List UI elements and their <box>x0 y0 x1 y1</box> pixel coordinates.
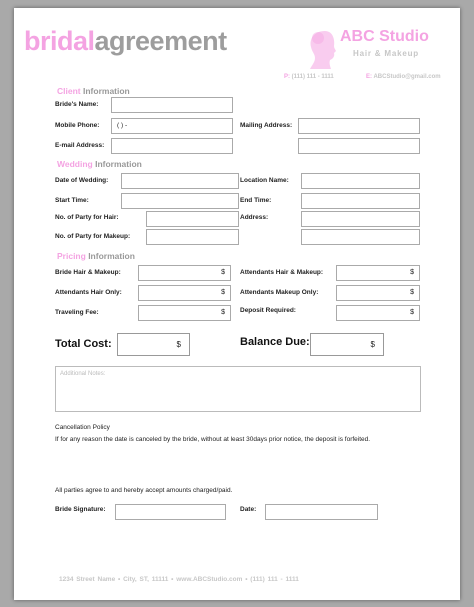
currency-symbol: $ <box>176 340 181 349</box>
currency-symbol: $ <box>410 289 414 296</box>
label-balance-due: Balance Due: <box>240 336 310 348</box>
date-field[interactable] <box>265 504 378 520</box>
mailing-address-field-1[interactable] <box>298 118 420 134</box>
label-start-time: Start Time: <box>55 197 89 204</box>
label-traveling-fee: Traveling Fee: <box>55 309 99 316</box>
bride-hair-makeup-field[interactable] <box>138 265 231 281</box>
date-of-wedding-field[interactable] <box>121 173 239 189</box>
mailing-address-field-2[interactable] <box>298 138 420 154</box>
label-bride-hair-makeup: Bride Hair & Makeup: <box>55 269 121 276</box>
currency-symbol: $ <box>410 309 414 316</box>
title-rest: agreement <box>94 26 227 56</box>
label-location-name: Location Name: <box>240 177 289 184</box>
attendants-makeup-only-field[interactable] <box>336 285 420 301</box>
title-accent: bridal <box>24 26 95 56</box>
section-pricing: Pricing Information <box>57 251 135 261</box>
currency-symbol: $ <box>221 309 225 316</box>
bride-signature-field[interactable] <box>115 504 226 520</box>
label-mailing-address: Mailing Address: <box>240 122 293 129</box>
agreement-page <box>14 8 460 600</box>
address-field-1[interactable] <box>301 211 420 227</box>
label-deposit-required: Deposit Required: <box>240 307 296 314</box>
end-time-field[interactable] <box>301 193 420 209</box>
studio-subtitle: Hair & Makeup <box>353 49 419 58</box>
label-total-cost: Total Cost: <box>55 338 112 350</box>
woman-silhouette-icon <box>303 28 343 72</box>
currency-symbol: $ <box>410 269 414 276</box>
label-brides-name: Bride's Name: <box>55 101 99 108</box>
studio-phone <box>284 74 334 80</box>
additional-notes-label: Additional Notes: <box>60 371 106 377</box>
currency-symbol: $ <box>221 289 225 296</box>
deposit-required-field[interactable] <box>336 305 420 321</box>
mobile-phone-value: ( ) - <box>117 122 128 129</box>
attendants-hair-makeup-field[interactable] <box>336 265 420 281</box>
additional-notes-field[interactable] <box>55 366 421 412</box>
start-time-field[interactable] <box>121 193 239 209</box>
balance-due-field[interactable] <box>310 333 384 356</box>
total-cost-field[interactable] <box>117 333 190 356</box>
label-end-time: End Time: <box>240 197 272 204</box>
brides-name-field[interactable] <box>111 97 233 113</box>
label-bride-signature: Bride Signature: <box>55 506 106 513</box>
label-party-makeup: No. of Party for Makeup: <box>55 233 131 240</box>
label-party-hair: No. of Party for Hair: <box>55 214 119 221</box>
label-email-address: E-mail Address: <box>55 142 105 149</box>
email-key: E: <box>366 74 372 80</box>
label-address: Address: <box>240 214 269 221</box>
cancellation-text: If for any reason the date is canceled by the bride, without at least 30days prior notice, the deposit is forfeited. <box>55 436 371 443</box>
label-mobile-phone: Mobile Phone: <box>55 122 100 129</box>
currency-symbol: $ <box>221 269 225 276</box>
address-field-2[interactable] <box>301 229 420 245</box>
email-value: ABCStudio@gmail.com <box>373 74 441 80</box>
document-title <box>24 26 227 56</box>
label-attendants-makeup-only: Attendants Makeup Only: <box>240 289 319 296</box>
cancellation-heading: Cancellation Policy <box>55 424 110 431</box>
label-date: Date: <box>240 506 257 513</box>
studio-name: ABC Studio <box>340 28 429 45</box>
currency-symbol: $ <box>370 340 375 349</box>
label-attendants-hair-only: Attendants Hair Only: <box>55 289 122 296</box>
location-name-field[interactable] <box>301 173 420 189</box>
phone-key: P: <box>284 74 290 80</box>
label-date-of-wedding: Date of Wedding: <box>55 177 109 184</box>
traveling-fee-field[interactable] <box>138 305 231 321</box>
footer-address: 1234 Street Name • City, ST, 11111 • www.ABCStudio.com • (111) 111 - 1111 <box>59 576 299 583</box>
party-hair-field[interactable] <box>146 211 239 227</box>
phone-value: (111) 111 - 1111 <box>291 74 334 80</box>
section-wedding: Wedding Information <box>57 159 142 169</box>
label-attendants-hair-makeup: Attendants Hair & Makeup: <box>240 269 324 276</box>
attendants-hair-only-field[interactable] <box>138 285 231 301</box>
email-address-field[interactable] <box>111 138 233 154</box>
party-makeup-field[interactable] <box>146 229 239 245</box>
studio-email <box>366 74 441 80</box>
agreement-text: All parties agree to and hereby accept amounts charged/paid. <box>55 487 233 494</box>
mobile-phone-field[interactable] <box>111 118 233 134</box>
section-client: Client Information <box>57 86 130 96</box>
